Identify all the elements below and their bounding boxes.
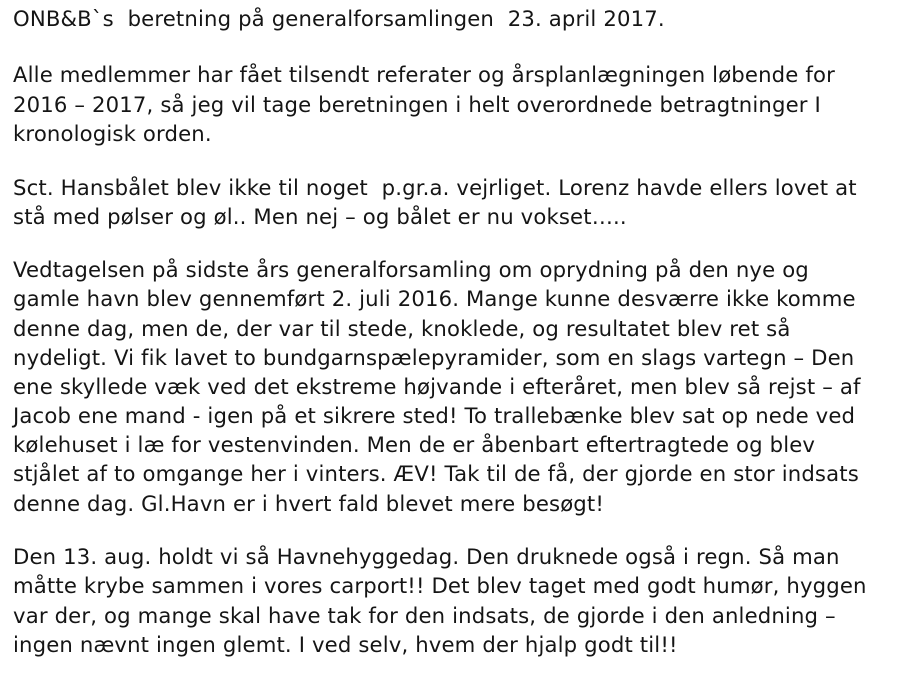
paragraph-line: gamle havn blev gennemført 2. juli 2016. Mange kunne desværre ikke komme: [13, 286, 856, 311]
paragraph-line: ene skyllede væk ved det ekstreme højvande i efteråret, men blev så rejst – af: [13, 374, 861, 399]
paragraph-line: Sct. Hansbålet blev ikke til noget p.gr.a. vejrliget. Lorenz havde ellers lovet at: [13, 175, 857, 200]
paragraph-line: kølehuset i læ for vestenvinden. Men de er åbenbart eftertragtede og blev: [13, 432, 816, 457]
paragraph-line: Jacob ene mand - igen på et sikrere sted! To trallebænke blev sat op nede ved: [13, 403, 856, 428]
document-title: ONB&B`s beretning på generalforsamlingen 23. april 2017.: [13, 6, 665, 31]
paragraph-line: Alle medlemmer har fået tilsendt referater og årsplanlægningen løbende for: [13, 62, 835, 87]
paragraph-line: denne dag. Gl.Havn er i hvert fald blevet mere besøgt!: [13, 491, 605, 516]
paragraph-line: Vedtagelsen på sidste års generalforsamling om oprydning på den nye og: [13, 257, 809, 282]
paragraph-line: måtte krybe sammen i vores carport!! Det blev taget med godt humør, hyggen: [13, 573, 867, 598]
paragraph-line: stå med pølser og øl.. Men nej – og bålet er nu vokset…..: [13, 204, 627, 229]
paragraph-line: kronologisk orden.: [13, 121, 212, 146]
paragraph-line: nydeligt. Vi fik lavet to bundgarnspælepyramider, som en slags vartegn – Den: [13, 345, 855, 370]
paragraph-line: ingen nævnt ingen glemt. I ved selv, hvem der hjalp godt til!!: [13, 632, 678, 657]
paragraph-line: Den 13. aug. holdt vi så Havnehyggedag. Den druknede også i regn. Så man: [13, 544, 840, 569]
paragraph-line: stjålet af to omgange her i vinters. ÆV! Tak til de få, der gjorde en stor indsats: [13, 461, 859, 486]
paragraph-line: denne dag, men de, der var til stede, knoklede, og resultatet blev ret så: [13, 316, 791, 341]
paragraph-line: 2016 – 2017, så jeg vil tage beretningen i helt overordnede betragtninger I: [13, 92, 821, 117]
paragraph-line: var der, og mange skal have tak for den indsats, de gjorde i den anledning –: [13, 603, 836, 628]
